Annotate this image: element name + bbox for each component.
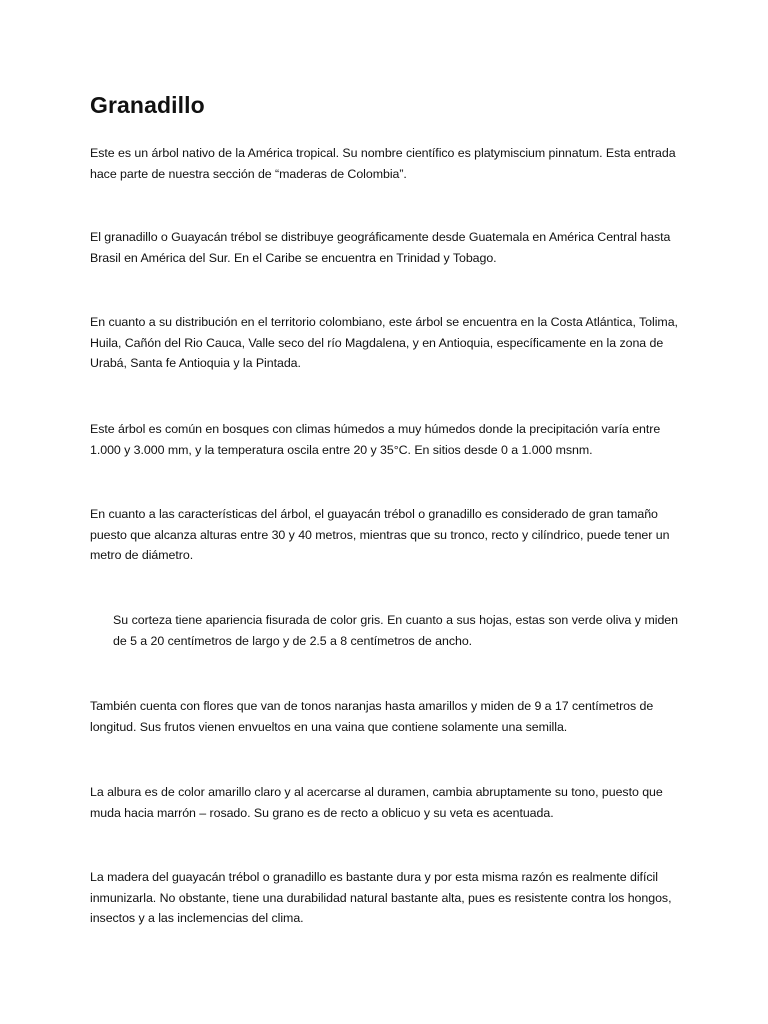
paragraph-tree-characteristics: En cuanto a las características del árbol, el guayacán trébol o granadillo es considerado de gran tamaño puesto que alcanza alturas entre 30 y 40 metros, mientras que su tronco, recto y cilíndrico, puede tener un metro de diámetro. bbox=[90, 507, 670, 562]
paragraph-intro: Este es un árbol nativo de la América tropical. Su nombre científico es platymiscium pinnatum. Esta entrada hace parte de nuestra sección de “maderas de Colombia”. bbox=[90, 146, 676, 181]
paragraph-colombian-distribution: En cuanto a su distribución en el territorio colombiano, este árbol se encuentra en la Costa Atlántica, Tolima, Huila, Cañón del Rio Cauca, Valle seco del río Magdalena, y en Antioquia, específicamente en la zona de Urabá, Santa fe Antioquia y la Pintada. bbox=[90, 315, 678, 370]
paragraph-geographic-range: El granadillo o Guayacán trébol se distribuye geográficamente desde Guatemala en América Central hasta Brasil en América del Sur. En el Caribe se encuentra en Trinidad y Tobago. bbox=[90, 230, 671, 265]
paragraph-sapwood-and-grain: La albura es de color amarillo claro y al acercarse al duramen, cambia abruptamente su tono, puesto que muda hacia marrón – rosado. Su grano es de recto a oblicuo y su veta es acentuada. bbox=[90, 785, 663, 820]
document-title: Granadillo bbox=[90, 92, 205, 118]
paragraph-flowers-and-fruits: También cuenta con flores que van de tonos naranjas hasta amarillos y miden de 9 a 17 centímetros de longitud. Sus frutos vienen envueltos en una vaina que contiene solamente una semilla. bbox=[90, 699, 654, 734]
paragraph-bark-and-leaves: Su corteza tiene apariencia fisurada de color gris. En cuanto a sus hojas, estas son verde oliva y miden de 5 a 20 centímetros de largo y de 2.5 a 8 centímetros de ancho. bbox=[113, 613, 678, 648]
paragraph-wood-durability: La madera del guayacán trébol o granadillo es bastante dura y por esta misma razón es realmente difícil inmunizarla. No obstante, tiene una durabilidad natural bastante alta, pues es resistente contra los hongos, insectos y a las inclemencias del clima. bbox=[90, 870, 672, 925]
paragraph-habitat: Este árbol es común en bosques con climas húmedos a muy húmedos donde la precipitación varía entre 1.000 y 3.000 mm, y la temperatura oscila entre 20 y 35°C. En sitios desde 0 a 1.000 msnm. bbox=[90, 422, 661, 457]
